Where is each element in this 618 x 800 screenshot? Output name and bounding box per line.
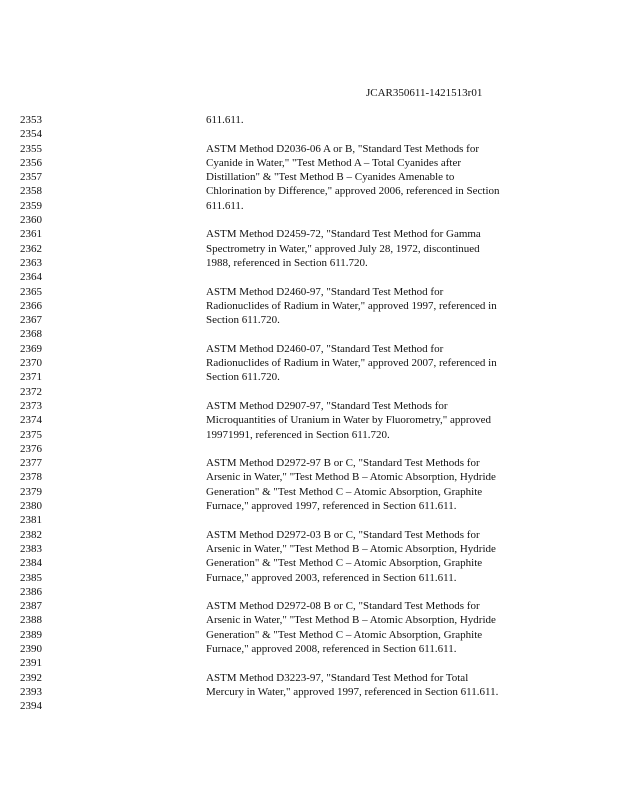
line-number: 2361	[20, 228, 42, 241]
line-number: 2371	[20, 371, 42, 384]
line-number: 2357	[20, 171, 42, 184]
line-number: 2363	[20, 256, 42, 269]
line-number: 2388	[20, 614, 42, 627]
line-number: 2380	[20, 500, 42, 513]
line-number: 2362	[20, 242, 42, 255]
line-text: ASTM Method D2972-97 B or C, "Standard Test Methods for	[206, 457, 480, 470]
line-number: 2364	[20, 271, 42, 284]
line-number: 2370	[20, 357, 42, 370]
line-number: 2381	[20, 514, 42, 527]
line-text: Mercury in Water," approved 1997, referenced in Section 611.611.	[206, 685, 499, 698]
line-text: 1988, referenced in Section 611.720.	[206, 256, 368, 269]
line-number: 2366	[20, 299, 42, 312]
line-text: Generation" & "Test Method C – Atomic Absorption, Graphite	[206, 628, 483, 641]
line-text: Furnace," approved 1997, referenced in Section 611.611.	[206, 500, 457, 513]
line-number: 2373	[20, 399, 42, 412]
line-number: 2377	[20, 457, 42, 470]
line-text: ASTM Method D2036-06 A or B, "Standard Test Methods for	[206, 142, 480, 155]
line-number: 2376	[20, 442, 42, 455]
line-text: ASTM Method D2972-08 B or C, "Standard Test Methods for	[206, 600, 480, 613]
line-text: Distillation" & "Test Method B – Cyanides Amenable to	[206, 171, 455, 184]
line-text: Furnace," approved 2003, referenced in Section 611.611.	[206, 571, 457, 584]
line-number: 2353	[20, 114, 42, 126]
line-number: 2360	[20, 214, 42, 227]
line-number: 2354	[20, 128, 42, 141]
line-number: 2384	[20, 557, 42, 570]
line-number: 2358	[20, 185, 42, 198]
line-text: ASTM Method D2972-03 B or C, "Standard Test Methods for	[206, 528, 480, 541]
line-number: 2359	[20, 199, 42, 212]
line-number: 2391	[20, 657, 42, 670]
line-number: 2390	[20, 642, 42, 655]
line-number: 2387	[20, 600, 42, 613]
line-number: 2394	[20, 700, 42, 713]
line-text: Cyanide in Water," "Test Method A – Total Cyanides after	[206, 156, 461, 169]
line-number: 2392	[20, 671, 42, 684]
line-text: Radionuclides of Radium in Water," approved 2007, referenced in	[206, 357, 497, 370]
line-number: 2368	[20, 328, 42, 341]
line-number: 2367	[20, 314, 42, 327]
line-text: ASTM Method D3223-97, "Standard Test Method for Total	[206, 671, 469, 684]
line-text: Spectrometry in Water," approved July 28, 1972, discontinued	[206, 242, 480, 255]
line-text: ASTM Method D2460-07, "Standard Test Method for	[206, 342, 444, 355]
line-text: Microquantities of Uranium in Water by Fluorometry," approved	[206, 414, 491, 427]
line-number: 2389	[20, 628, 42, 641]
line-text: 611.611.	[206, 114, 244, 126]
line-number: 2385	[20, 571, 42, 584]
line-number: 2356	[20, 156, 42, 169]
line-text: Section 611.720.	[206, 314, 280, 327]
line-text: Chlorination by Difference," approved 2006, referenced in Section	[206, 185, 500, 198]
line-text: ASTM Method D2459-72, "Standard Test Method for Gamma	[206, 228, 481, 241]
line-text: Generation" & "Test Method C – Atomic Absorption, Graphite	[206, 557, 483, 570]
line-text: 611.611.	[206, 199, 244, 212]
line-text: Generation" & "Test Method C – Atomic Absorption, Graphite	[206, 485, 483, 498]
line-number: 2386	[20, 585, 42, 598]
line-text: Arsenic in Water," "Test Method B – Atomic Absorption, Hydride	[206, 542, 496, 555]
line-number: 2369	[20, 342, 42, 355]
line-text: Arsenic in Water," "Test Method B – Atomic Absorption, Hydride	[206, 614, 496, 627]
line-text: Radionuclides of Radium in Water," approved 1997, referenced in	[206, 299, 497, 312]
line-number: 2393	[20, 685, 42, 698]
line-number: 2382	[20, 528, 42, 541]
line-text: Arsenic in Water," "Test Method B – Atomic Absorption, Hydride	[206, 471, 496, 484]
line-number: 2378	[20, 471, 42, 484]
line-number: 2379	[20, 485, 42, 498]
line-number: 2372	[20, 385, 42, 398]
line-number: 2375	[20, 428, 42, 441]
line-number: 2383	[20, 542, 42, 555]
line-number: 2355	[20, 142, 42, 155]
line-number: 2365	[20, 285, 42, 298]
line-text: ASTM Method D2907-97, "Standard Test Methods for	[206, 399, 448, 412]
line-text: ASTM Method D2460-97, "Standard Test Method for	[206, 285, 444, 298]
document-id-header: JCAR350611-1421513r01	[366, 87, 483, 99]
line-text: Section 611.720.	[206, 371, 280, 384]
line-text: 19971991, referenced in Section 611.720.	[206, 428, 390, 441]
line-text: Furnace," approved 2008, referenced in Section 611.611.	[206, 642, 457, 655]
line-number: 2374	[20, 414, 42, 427]
